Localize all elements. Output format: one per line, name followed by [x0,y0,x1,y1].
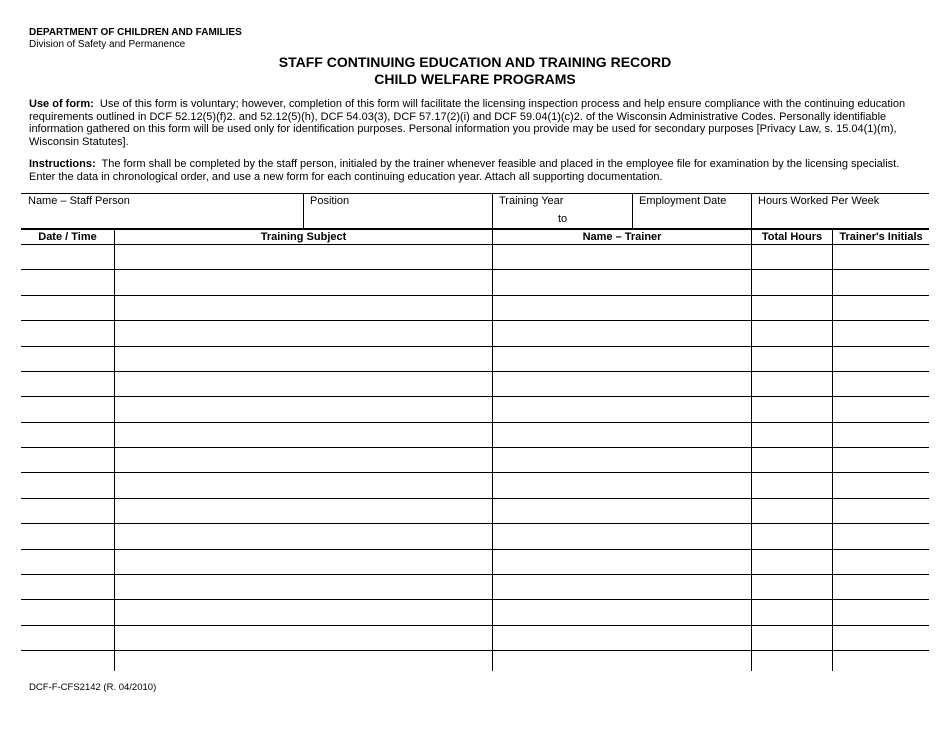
cell-trainer-name[interactable] [493,245,751,269]
cell-trainer-name[interactable] [493,448,751,472]
table-row [21,575,929,600]
instructions-text: The form shall be completed by the staff person, initialed by the trainer whenever feasible and placed in the employee file for examination by the licensing specialist. Enter the data in chronological order, and use a new form for each continuing education year. Attach all supporting documentation. [29,158,900,183]
table-row [21,473,929,498]
table-row [21,397,929,422]
info-divider [492,193,493,229]
cell-date-time[interactable] [21,550,114,574]
cell-total-hours[interactable] [752,550,832,574]
cell-training-subject[interactable] [115,448,492,472]
cell-training-subject[interactable] [115,270,492,294]
cell-training-subject[interactable] [115,524,492,548]
training-year-to: to [558,213,568,225]
cell-trainer-name[interactable] [493,550,751,574]
table-row [21,550,929,575]
cell-trainer-name[interactable] [493,626,751,650]
cell-trainer-initials[interactable] [833,296,929,320]
cell-total-hours[interactable] [752,524,832,548]
cell-training-subject[interactable] [115,347,492,371]
cell-trainer-name[interactable] [493,575,751,599]
cell-total-hours[interactable] [752,423,832,447]
use-of-form-paragraph [29,98,921,148]
cell-date-time[interactable] [21,626,114,650]
cell-total-hours[interactable] [752,499,832,523]
col-trainer-initials: Trainer's Initials [839,231,923,243]
table-row [21,245,929,270]
cell-training-subject[interactable] [115,550,492,574]
table-row [21,524,929,549]
table-top-border [21,193,929,194]
info-divider [303,193,304,229]
cell-training-subject[interactable] [115,423,492,447]
cell-date-time[interactable] [21,423,114,447]
cell-trainer-initials[interactable] [833,626,929,650]
cell-trainer-initials[interactable] [833,321,929,345]
col-total-hours: Total Hours [761,231,823,243]
cell-total-hours[interactable] [752,296,832,320]
hours-per-week-field[interactable]: Hours Worked Per Week [758,195,880,207]
col-date-time: Date / Time [38,231,97,243]
cell-training-subject[interactable] [115,397,492,421]
cell-trainer-initials[interactable] [833,575,929,599]
cell-trainer-name[interactable] [493,473,751,497]
cell-trainer-initials[interactable] [833,448,929,472]
cell-trainer-name[interactable] [493,499,751,523]
use-of-form-text: Use of this form is voluntary; however, completion of this form will facilitate the licensing inspection process and help ensure compliance with the continuing education requirements outlined in DCF 52.12(5)(f)2. and 52.12(5)(h), DCF 54.03(3), DCF 57.17(2)(i) and DCF 59.04(1)(c)2. of the Wisconsin Administrative Codes. Personally identifiable information gathered on this form will be used only for identification purposes. Personal information you provide may be used for secondary purposes [Privacy Law, s. 15.04(1)(m), Wisconsin Statutes]. [29,98,906,148]
cell-date-time[interactable] [21,245,114,269]
table-row [21,448,929,473]
cell-date-time[interactable] [21,448,114,472]
cell-trainer-name[interactable] [493,347,751,371]
cell-date-time[interactable] [21,473,114,497]
table-row [21,600,929,625]
cell-total-hours[interactable] [752,473,832,497]
cell-training-subject[interactable] [115,600,492,624]
info-divider [751,193,752,229]
training-year-field[interactable]: Training Year [499,195,564,207]
cell-training-subject[interactable] [115,626,492,650]
training-record-table [21,193,929,671]
table-row [21,321,929,346]
cell-date-time[interactable] [21,296,114,320]
cell-trainer-initials[interactable] [833,397,929,421]
agency-header [29,27,242,51]
cell-date-time[interactable] [21,270,114,294]
cell-trainer-initials[interactable] [833,423,929,447]
cell-total-hours[interactable] [752,397,832,421]
table-row [21,372,929,397]
cell-trainer-name[interactable] [493,524,751,548]
cell-training-subject[interactable] [115,499,492,523]
cell-date-time[interactable] [21,372,114,396]
cell-trainer-name[interactable] [493,270,751,294]
cell-trainer-initials[interactable] [833,473,929,497]
cell-total-hours[interactable] [752,448,832,472]
info-divider [632,193,633,229]
cell-trainer-name[interactable] [493,296,751,320]
form-id: DCF-F-CFS2142 (R. 04/2010) [29,682,157,693]
staff-name-field[interactable]: Name – Staff Person [28,195,130,207]
cell-trainer-initials[interactable] [833,347,929,371]
cell-trainer-name[interactable] [493,397,751,421]
cell-trainer-name[interactable] [493,600,751,624]
title-line-2: CHILD WELFARE PROGRAMS [374,71,576,87]
cell-total-hours[interactable] [752,347,832,371]
cell-total-hours[interactable] [752,626,832,650]
title-line-1: STAFF CONTINUING EDUCATION AND TRAINING RECORD [278,54,672,70]
cell-training-subject[interactable] [115,321,492,345]
col-training-subject: Training Subject [260,231,347,243]
cell-trainer-initials[interactable] [833,499,929,523]
table-row [21,626,929,651]
cell-training-subject[interactable] [115,245,492,269]
cell-training-subject[interactable] [115,372,492,396]
cell-date-time[interactable] [21,347,114,371]
division-name: Division of Safety and Permanence [29,39,186,50]
cell-trainer-initials[interactable] [833,270,929,294]
position-field[interactable]: Position [310,195,350,207]
cell-trainer-initials[interactable] [833,600,929,624]
department-name: DEPARTMENT OF CHILDREN AND FAMILIES [29,27,242,38]
table-row [21,423,929,448]
cell-training-subject[interactable] [115,473,492,497]
cell-total-hours[interactable] [752,600,832,624]
instructions-label: Instructions: [29,158,96,170]
cell-date-time[interactable] [21,321,114,345]
cell-total-hours[interactable] [752,575,832,599]
cell-trainer-name[interactable] [493,321,751,345]
cell-trainer-initials[interactable] [833,372,929,396]
cell-trainer-name[interactable] [493,423,751,447]
cell-date-time[interactable] [21,524,114,548]
column-header-border [21,228,929,230]
cell-total-hours[interactable] [752,372,832,396]
employment-date-field[interactable]: Employment Date [639,195,727,207]
cell-date-time[interactable] [21,600,114,624]
instructions-paragraph [29,158,921,183]
cell-date-time[interactable] [21,575,114,599]
cell-training-subject[interactable] [115,575,492,599]
cell-date-time[interactable] [21,397,114,421]
cell-total-hours[interactable] [752,321,832,345]
cell-trainer-initials[interactable] [833,550,929,574]
cell-total-hours[interactable] [752,270,832,294]
cell-training-subject[interactable] [115,296,492,320]
use-of-form-label: Use of form: [29,98,94,110]
cell-total-hours[interactable] [752,245,832,269]
table-row [21,270,929,295]
cell-trainer-name[interactable] [493,372,751,396]
table-row [21,347,929,372]
form-title [0,54,950,88]
cell-trainer-initials[interactable] [833,524,929,548]
table-row [21,296,929,321]
col-trainer-name: Name – Trainer [582,231,662,243]
table-row [21,499,929,524]
cell-date-time[interactable] [21,499,114,523]
cell-trainer-initials[interactable] [833,245,929,269]
